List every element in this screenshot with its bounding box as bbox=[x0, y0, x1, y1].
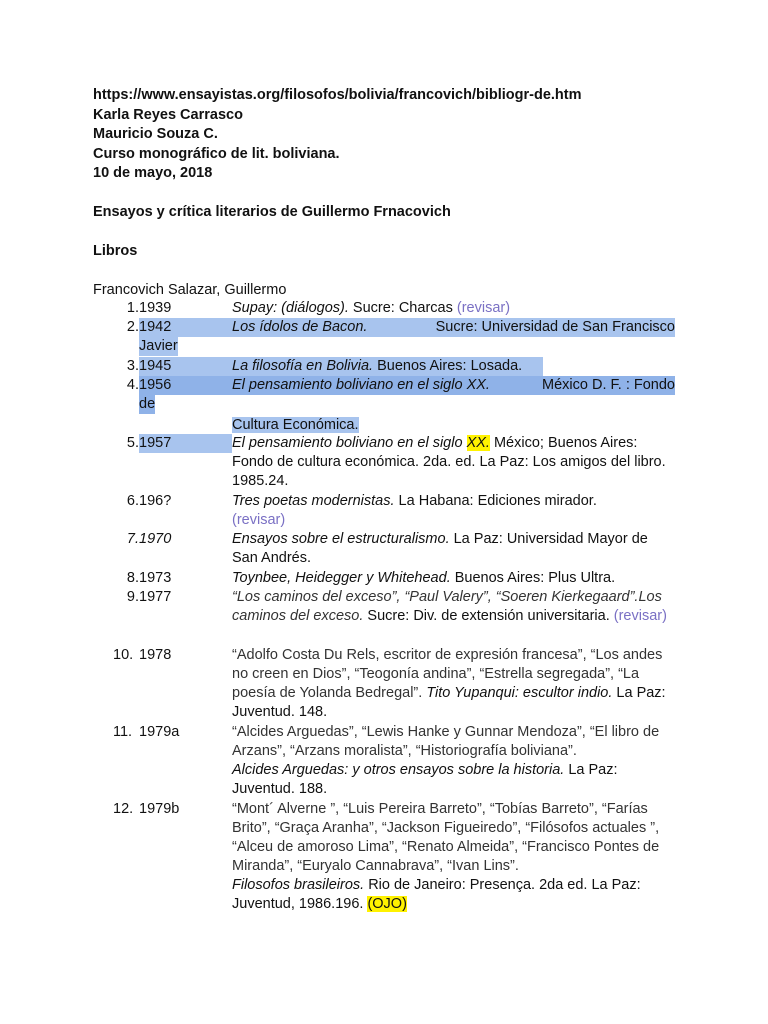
item-continuation-2: Cultura Económica. bbox=[232, 417, 359, 433]
item-title-highlight: XX. bbox=[466, 435, 490, 451]
item-title: Alcides Arguedas: y otros ensayos sobre la historia. bbox=[232, 762, 565, 778]
item-year: 1979b bbox=[139, 801, 180, 817]
item-continuation: Javier bbox=[139, 338, 178, 354]
item-publisher: Buenos Aires: Losada. bbox=[373, 358, 523, 374]
course-name: Curso monográfico de lit. boliviana. bbox=[93, 146, 340, 162]
student-name: Karla Reyes Carrasco bbox=[93, 107, 243, 123]
item-year: 1979a bbox=[139, 724, 180, 740]
item-number: 9. bbox=[126, 589, 139, 605]
section-heading: Libros bbox=[93, 243, 138, 259]
item-publisher: Buenos Aires: Plus Ultra. bbox=[450, 570, 616, 586]
item-number: 6. bbox=[126, 493, 139, 509]
item-number: 11. bbox=[113, 724, 133, 740]
item-articles: “Los caminos del exceso”, “Paul Valery”, “Soeren Kierkegaard”. bbox=[232, 589, 639, 605]
item-year: 1977 bbox=[139, 589, 172, 605]
item-number: 8. bbox=[126, 570, 139, 586]
item-year: 1970 bbox=[139, 531, 172, 547]
item-articles: “Adolfo Costa Du Rels, escritor de expresión francesa”, “Los andes no creen en Dios”, “Teogonía andina”, “Estrella segregada”, “La poesía de Yolanda Bedregal”. bbox=[232, 647, 663, 701]
document-date: 10 de mayo, 2018 bbox=[93, 165, 213, 181]
item-publisher: Sucre: Universidad de San Francisco bbox=[435, 319, 675, 335]
item-title: Ensayos sobre el estructuralismo. bbox=[232, 531, 450, 547]
item-articles: “Alcides Arguedas”, “Lewis Hanke y Gunnar Mendoza”, “El libro de Arzans”, “Arzans moralista”, “Historiografía boliviana”. bbox=[232, 724, 660, 759]
revisar-note: (revisar) bbox=[613, 608, 667, 624]
item-title: La filosofía en Bolivia. bbox=[232, 358, 374, 374]
item-title: Toynbee, Heidegger y Whitehead. bbox=[232, 570, 451, 586]
author-name: Francovich Salazar, Guillermo bbox=[93, 282, 287, 298]
item-number: 1. bbox=[126, 300, 139, 316]
item-publisher: Sucre: Charcas bbox=[348, 300, 457, 316]
item-publisher: Sucre: Div. de extensión universitaria. bbox=[363, 608, 614, 624]
item-title: Tres poetas modernistas. bbox=[232, 493, 395, 509]
item-publisher: Rio de Janeiro: Presença. 2da ed. La Paz: Juventud, 1986.196. bbox=[232, 877, 641, 912]
item-year: 1956 bbox=[139, 376, 232, 395]
item-number: 4. bbox=[126, 377, 139, 393]
item-publisher: La Paz: Juventud. 148. bbox=[232, 685, 666, 720]
item-title: Tito Yupanqui: escultor indio. bbox=[426, 685, 613, 701]
item-number: 3. bbox=[126, 358, 139, 374]
ojo-note: (OJO) bbox=[367, 896, 407, 912]
item-publisher: México D. F. : Fondo bbox=[542, 377, 675, 393]
item-number: 7. bbox=[126, 531, 139, 547]
document-title: Ensayos y crítica literarios de Guillermo Frnacovich bbox=[93, 204, 451, 220]
item-continuation: de bbox=[139, 396, 156, 412]
item-title: El pensamiento boliviano en el siglo bbox=[232, 435, 467, 451]
item-title: Los caminos del exceso. bbox=[232, 589, 662, 624]
item-number: 12. bbox=[113, 801, 134, 817]
item-year: 1945 bbox=[139, 357, 232, 376]
item-publisher: La Habana: Ediciones mirador. bbox=[394, 493, 597, 509]
item-number: 10. bbox=[113, 647, 134, 663]
item-year: 1973 bbox=[139, 570, 172, 586]
source-url[interactable]: https://www.ensayistas.org/filosofos/bolivia/francovich/bibliogr-de.htm bbox=[93, 87, 582, 103]
item-number: 5. bbox=[126, 435, 139, 451]
item-number: 2. bbox=[126, 319, 139, 335]
item-publisher: México; Buenos Aires: Fondo de cultura económica. 2da. ed. La Paz: Los amigos del libro. 1985.24. bbox=[232, 435, 666, 489]
item-publisher: La Paz: Juventud. 188. bbox=[232, 762, 618, 797]
item-year: 1942 bbox=[139, 318, 232, 337]
professor-name: Mauricio Souza C. bbox=[93, 126, 218, 142]
item-articles: “Mont´ Alverne ”, “Luis Pereira Barreto”, “Tobías Barreto”, “Farías Brito”, “Graça Aranha”, “Jackson Figueiredo”, “Filósofos actuales ”, “Alceu de amoroso Lima”, “Renato Almeida”, “Francisco Pontes de Miranda”, “Euryalo Cannabrava”, “Ivan Lins”. bbox=[232, 801, 660, 874]
item-year: 1957 bbox=[139, 434, 232, 453]
revisar-note: (revisar) bbox=[456, 300, 511, 316]
item-title: El pensamiento boliviano en el siglo XX. bbox=[232, 377, 490, 393]
item-publisher: La Paz: Universidad Mayor de San Andrés. bbox=[232, 531, 648, 566]
revisar-note: (revisar) bbox=[232, 512, 286, 528]
item-year: 1978 bbox=[139, 647, 172, 663]
item-title: Supay: (diálogos). bbox=[232, 300, 349, 316]
item-title: Filosofos brasileiros. bbox=[232, 877, 365, 893]
item-year: 196? bbox=[139, 493, 172, 509]
item-year: 1939 bbox=[139, 300, 172, 316]
item-title: Los ídolos de Bacon. bbox=[232, 319, 368, 335]
